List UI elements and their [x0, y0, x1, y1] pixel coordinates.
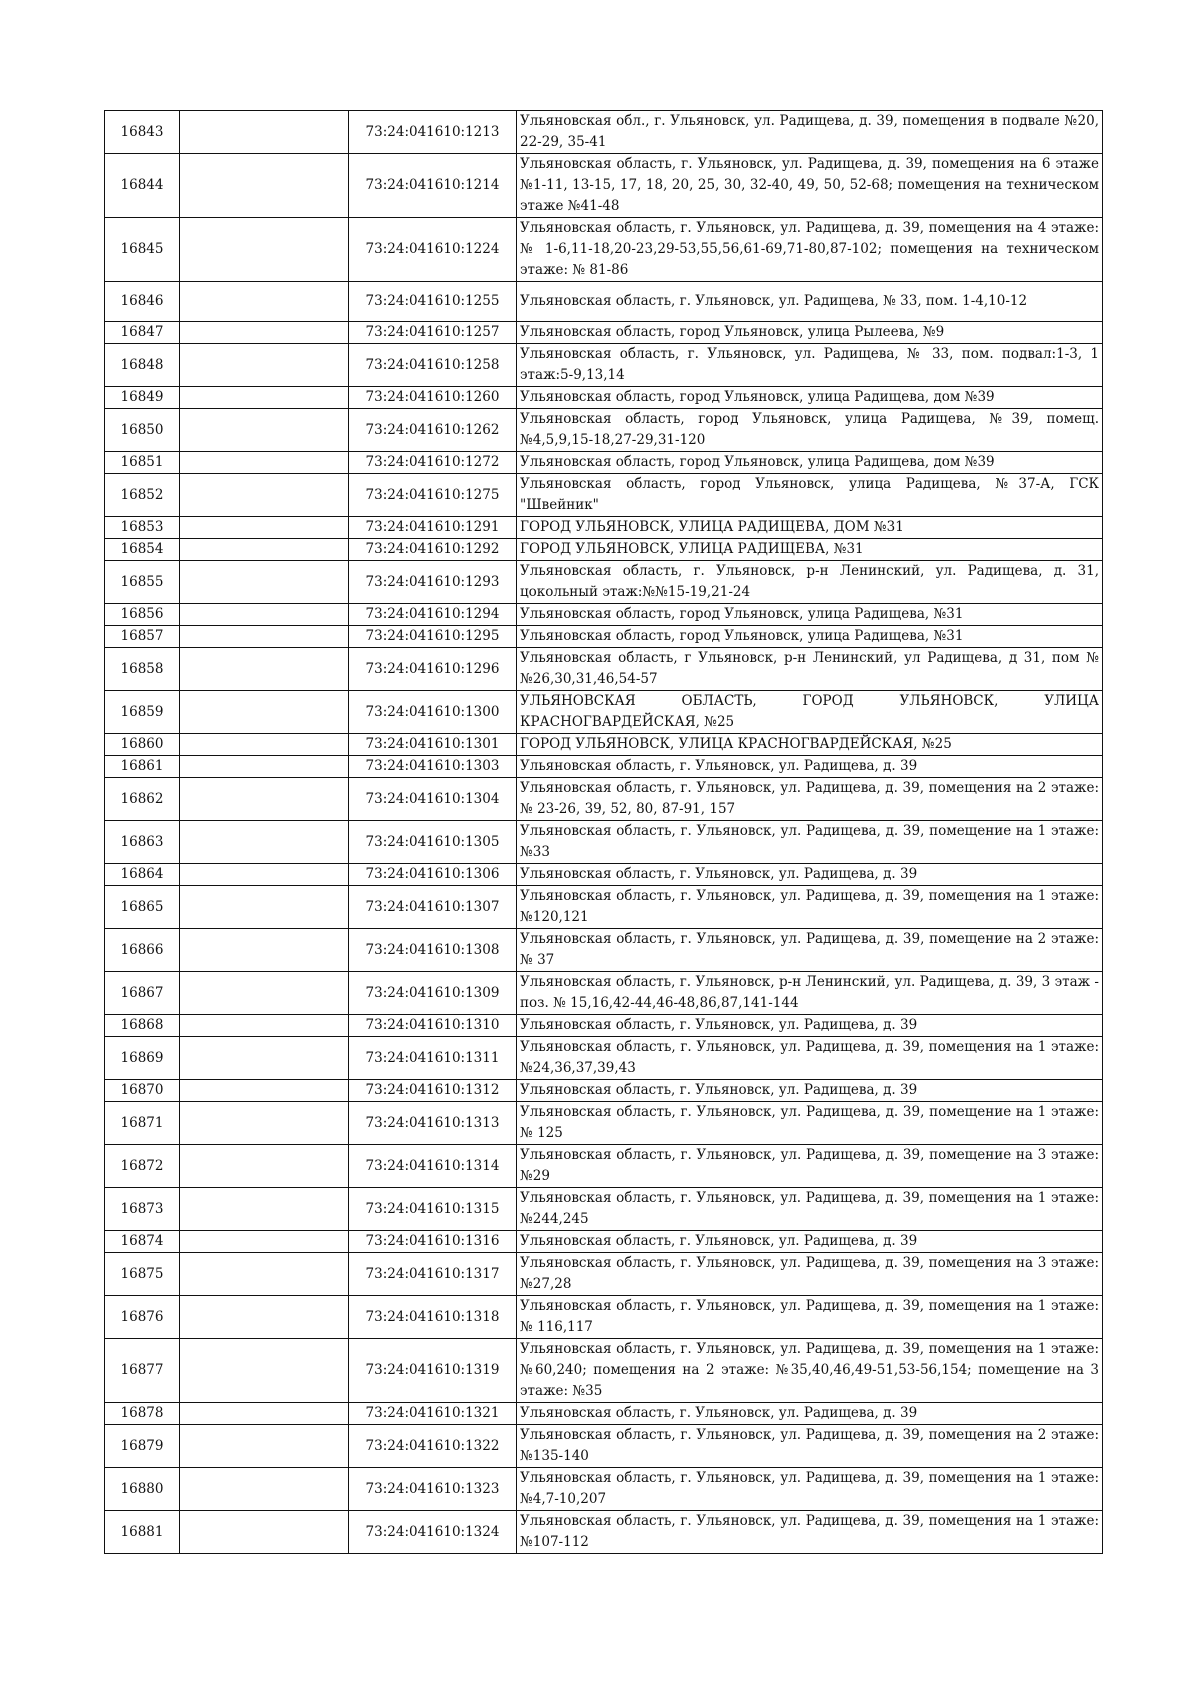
address-cell: Ульяновская область, г. Ульяновск, ул. Радищева, д. 39, помещение на 2 этаже: № 37 [517, 929, 1103, 972]
table-row [105, 1015, 1103, 1037]
table-row [105, 387, 1103, 409]
cadastral-number-cell: 73:24:041610:1310 [349, 1015, 517, 1037]
cadastral-number-cell: 73:24:041610:1304 [349, 778, 517, 821]
empty-cell [180, 648, 349, 691]
row-number-cell: 16860 [105, 734, 180, 756]
table-row [105, 322, 1103, 344]
empty-cell [180, 344, 349, 387]
table-row [105, 539, 1103, 561]
empty-cell [180, 282, 349, 322]
empty-cell [180, 111, 349, 154]
cadastral-number-cell: 73:24:041610:1312 [349, 1080, 517, 1102]
row-number-cell: 16865 [105, 886, 180, 929]
row-number-cell: 16845 [105, 218, 180, 282]
address-cell: Ульяновская область, город Ульяновск, улица Радищева, №31 [517, 604, 1103, 626]
cadastral-number-cell: 73:24:041610:1295 [349, 626, 517, 648]
address-cell: ГОРОД УЛЬЯНОВСК, УЛИЦА КРАСНОГВАРДЕЙСКАЯ, №25 [517, 734, 1103, 756]
address-cell: ГОРОД УЛЬЯНОВСК, УЛИЦА РАДИЩЕВА, ДОМ №31 [517, 517, 1103, 539]
address-cell: УЛЬЯНОВСКАЯ ОБЛАСТЬ, ГОРОД УЛЬЯНОВСК, УЛИЦА КРАСНОГВАРДЕЙСКАЯ, №25 [517, 691, 1103, 734]
cadastral-number-cell: 73:24:041610:1305 [349, 821, 517, 864]
row-number-cell: 16874 [105, 1231, 180, 1253]
table-row [105, 756, 1103, 778]
table-row [105, 111, 1103, 154]
empty-cell [180, 1468, 349, 1511]
empty-cell [180, 756, 349, 778]
empty-cell [180, 539, 349, 561]
row-number-cell: 16875 [105, 1253, 180, 1296]
row-number-cell: 16877 [105, 1339, 180, 1403]
row-number-cell: 16872 [105, 1145, 180, 1188]
cadastral-number-cell: 73:24:041610:1303 [349, 756, 517, 778]
cadastral-number-cell: 73:24:041610:1315 [349, 1188, 517, 1231]
empty-cell [180, 474, 349, 517]
address-cell: Ульяновская область, г. Ульяновск, ул. Радищева, д. 39, помещения на 4 этаже: № 1-6,11-18,20-23,29-53,55,56,61-69,71-80,87-102; помещения на техническом этаже: № 81-86 [517, 218, 1103, 282]
cadastral-number-cell: 73:24:041610:1323 [349, 1468, 517, 1511]
address-cell: Ульяновская область, г. Ульяновск, ул. Радищева, № 33, пом. 1-4,10-12 [517, 282, 1103, 322]
row-number-cell: 16858 [105, 648, 180, 691]
empty-cell [180, 691, 349, 734]
cadastral-number-cell: 73:24:041610:1321 [349, 1403, 517, 1425]
empty-cell [180, 561, 349, 604]
row-number-cell: 16859 [105, 691, 180, 734]
address-cell: Ульяновская обл., г. Ульяновск, ул. Радищева, д. 39, помещения в подвале №20, 22-29, 35-41 [517, 111, 1103, 154]
address-cell: Ульяновская область, г. Ульяновск, ул. Радищева, д. 39, помещения на 1 этаже: №120,121 [517, 886, 1103, 929]
table-row [105, 474, 1103, 517]
empty-cell [180, 1015, 349, 1037]
row-number-cell: 16846 [105, 282, 180, 322]
empty-cell [180, 886, 349, 929]
cadastral-number-cell: 73:24:041610:1300 [349, 691, 517, 734]
empty-cell [180, 972, 349, 1015]
empty-cell [180, 929, 349, 972]
cadastral-number-cell: 73:24:041610:1260 [349, 387, 517, 409]
table-row [105, 1253, 1103, 1296]
cadastral-number-cell: 73:24:041610:1318 [349, 1296, 517, 1339]
row-number-cell: 16881 [105, 1511, 180, 1554]
table-row [105, 218, 1103, 282]
cadastral-number-cell: 73:24:041610:1258 [349, 344, 517, 387]
address-cell: Ульяновская область, город Ульяновск, улица Радищева, №31 [517, 626, 1103, 648]
table-row [105, 1102, 1103, 1145]
empty-cell [180, 409, 349, 452]
row-number-cell: 16851 [105, 452, 180, 474]
cadastral-number-cell: 73:24:041610:1291 [349, 517, 517, 539]
table-row [105, 1511, 1103, 1554]
empty-cell [180, 1339, 349, 1403]
table-row [105, 626, 1103, 648]
row-number-cell: 16879 [105, 1425, 180, 1468]
row-number-cell: 16870 [105, 1080, 180, 1102]
address-cell: Ульяновская область, город Ульяновск, улица Радищева, дом №39 [517, 387, 1103, 409]
table-row [105, 972, 1103, 1015]
address-cell: Ульяновская область, г. Ульяновск, ул. Радищева, д. 39, помещение на 3 этаже: №29 [517, 1145, 1103, 1188]
row-number-cell: 16855 [105, 561, 180, 604]
table-row [105, 561, 1103, 604]
row-number-cell: 16867 [105, 972, 180, 1015]
cadastral-number-cell: 73:24:041610:1214 [349, 154, 517, 218]
address-cell: Ульяновская область, г. Ульяновск, ул. Радищева, д. 39, помещения на 1 этаже: №24,36,37,39,43 [517, 1037, 1103, 1080]
address-cell: Ульяновская область, г Ульяновск, р-н Ленинский, ул Радищева, д 31, пом №№26,30,31,46,54-57 [517, 648, 1103, 691]
table-row [105, 344, 1103, 387]
table-row [105, 1403, 1103, 1425]
address-cell: Ульяновская область, г. Ульяновск, ул. Радищева, д. 39 [517, 1231, 1103, 1253]
cadastral-number-cell: 73:24:041610:1317 [349, 1253, 517, 1296]
empty-cell [180, 1102, 349, 1145]
row-number-cell: 16868 [105, 1015, 180, 1037]
cadastral-number-cell: 73:24:041610:1257 [349, 322, 517, 344]
table-row [105, 1080, 1103, 1102]
table-row [105, 154, 1103, 218]
cadastral-number-cell: 73:24:041610:1307 [349, 886, 517, 929]
empty-cell [180, 218, 349, 282]
empty-cell [180, 1080, 349, 1102]
row-number-cell: 16869 [105, 1037, 180, 1080]
cadastral-number-cell: 73:24:041610:1296 [349, 648, 517, 691]
cadastral-number-cell: 73:24:041610:1301 [349, 734, 517, 756]
address-cell: Ульяновская область, г. Ульяновск, ул. Радищева, д. 39 [517, 864, 1103, 886]
address-cell: Ульяновская область, г. Ульяновск, ул. Радищева, д. 39, помещения на 1 этаже: № 116,117 [517, 1296, 1103, 1339]
cadastral-number-cell: 73:24:041610:1213 [349, 111, 517, 154]
cadastral-number-cell: 73:24:041610:1308 [349, 929, 517, 972]
row-number-cell: 16880 [105, 1468, 180, 1511]
table-row [105, 1425, 1103, 1468]
empty-cell [180, 1253, 349, 1296]
table-row [105, 1231, 1103, 1253]
address-cell: Ульяновская область, г. Ульяновск, ул. Радищева, д. 39 [517, 1080, 1103, 1102]
cadastral-number-cell: 73:24:041610:1313 [349, 1102, 517, 1145]
row-number-cell: 16857 [105, 626, 180, 648]
table-row [105, 929, 1103, 972]
empty-cell [180, 387, 349, 409]
row-number-cell: 16856 [105, 604, 180, 626]
empty-cell [180, 322, 349, 344]
address-cell: Ульяновская область, г. Ульяновск, ул. Радищева, д. 39, помещения на 3 этаже: №27,28 [517, 1253, 1103, 1296]
address-cell: Ульяновская область, г. Ульяновск, ул. Радищева, д. 39, помещения на 1 этаже: №107-112 [517, 1511, 1103, 1554]
empty-cell [180, 452, 349, 474]
empty-cell [180, 604, 349, 626]
table-row [105, 1468, 1103, 1511]
address-cell: Ульяновская область, г. Ульяновск, ул. Радищева, д. 39, помещения на 1 этаже: №244,245 [517, 1188, 1103, 1231]
empty-cell [180, 1231, 349, 1253]
row-number-cell: 16844 [105, 154, 180, 218]
address-cell: Ульяновская область, г. Ульяновск, ул. Радищева, д. 39, помещения на 2 этаже: №135-140 [517, 1425, 1103, 1468]
cadastral-number-cell: 73:24:041610:1324 [349, 1511, 517, 1554]
row-number-cell: 16853 [105, 517, 180, 539]
row-number-cell: 16852 [105, 474, 180, 517]
row-number-cell: 16863 [105, 821, 180, 864]
row-number-cell: 16871 [105, 1102, 180, 1145]
address-cell: Ульяновская область, город Ульяновск, улица Рылеева, №9 [517, 322, 1103, 344]
empty-cell [180, 1296, 349, 1339]
row-number-cell: 16843 [105, 111, 180, 154]
row-number-cell: 16861 [105, 756, 180, 778]
cadastral-number-cell: 73:24:041610:1314 [349, 1145, 517, 1188]
row-number-cell: 16873 [105, 1188, 180, 1231]
table-row [105, 734, 1103, 756]
empty-cell [180, 1188, 349, 1231]
empty-cell [180, 626, 349, 648]
cadastral-number-cell: 73:24:041610:1255 [349, 282, 517, 322]
empty-cell [180, 821, 349, 864]
table-row [105, 452, 1103, 474]
row-number-cell: 16862 [105, 778, 180, 821]
table-row [105, 821, 1103, 864]
table-row [105, 691, 1103, 734]
address-cell: Ульяновская область, г. Ульяновск, р-н Ленинский, ул. Радищева, д. 31, цокольный этаж:№№15-19,21-24 [517, 561, 1103, 604]
address-cell: Ульяновская область, город Ульяновск, улица Радищева, дом №39 [517, 452, 1103, 474]
cadastral-number-cell: 73:24:041610:1272 [349, 452, 517, 474]
cadastral-number-cell: 73:24:041610:1275 [349, 474, 517, 517]
address-cell: Ульяновская область, г. Ульяновск, ул. Радищева, д. 39 [517, 1015, 1103, 1037]
table-row [105, 517, 1103, 539]
address-cell: Ульяновская область, г. Ульяновск, ул. Радищева, д. 39, помещения на 6 этаже №1-11, 13-15, 17, 18, 20, 25, 30, 32-40, 49, 50, 52-68; помещения на техническом этаже №41-48 [517, 154, 1103, 218]
table-row [105, 604, 1103, 626]
row-number-cell: 16878 [105, 1403, 180, 1425]
property-register-table [104, 110, 1103, 1554]
cadastral-number-cell: 73:24:041610:1316 [349, 1231, 517, 1253]
empty-cell [180, 517, 349, 539]
row-number-cell: 16866 [105, 929, 180, 972]
row-number-cell: 16854 [105, 539, 180, 561]
address-cell: Ульяновская область, г. Ульяновск, ул. Радищева, д. 39, помещение на 1 этаже: №33 [517, 821, 1103, 864]
empty-cell [180, 864, 349, 886]
address-cell: Ульяновская область, город Ульяновск, улица Радищева, №39, помещ. №4,5,9,15-18,27-29,31-120 [517, 409, 1103, 452]
row-number-cell: 16864 [105, 864, 180, 886]
address-cell: Ульяновская область, город Ульяновск, улица Радищева, №37-А, ГСК "Швейник" [517, 474, 1103, 517]
table-row [105, 648, 1103, 691]
address-cell: Ульяновская область, г. Ульяновск, ул. Радищева, д. 39, помещения на 2 этаже: № 23-26, 39, 52, 80, 87-91, 157 [517, 778, 1103, 821]
address-cell: ГОРОД УЛЬЯНОВСК, УЛИЦА РАДИЩЕВА, №31 [517, 539, 1103, 561]
table-row [105, 1037, 1103, 1080]
cadastral-number-cell: 73:24:041610:1319 [349, 1339, 517, 1403]
empty-cell [180, 778, 349, 821]
address-cell: Ульяновская область, г. Ульяновск, ул. Радищева, д. 39 [517, 1403, 1103, 1425]
table-row [105, 864, 1103, 886]
cadastral-number-cell: 73:24:041610:1224 [349, 218, 517, 282]
row-number-cell: 16850 [105, 409, 180, 452]
empty-cell [180, 1511, 349, 1554]
cadastral-number-cell: 73:24:041610:1292 [349, 539, 517, 561]
cadastral-number-cell: 73:24:041610:1311 [349, 1037, 517, 1080]
cadastral-number-cell: 73:24:041610:1306 [349, 864, 517, 886]
empty-cell [180, 1145, 349, 1188]
table-row [105, 886, 1103, 929]
address-cell: Ульяновская область, г. Ульяновск, ул. Радищева, д. 39, помещения на 1 этаже: №4,7-10,207 [517, 1468, 1103, 1511]
table-row [105, 282, 1103, 322]
row-number-cell: 16847 [105, 322, 180, 344]
table-row [105, 1296, 1103, 1339]
empty-cell [180, 1037, 349, 1080]
address-cell: Ульяновская область, г. Ульяновск, р-н Ленинский, ул. Радищева, д. 39, 3 этаж - поз. № 15,16,42-44,46-48,86,87,141-144 [517, 972, 1103, 1015]
cadastral-number-cell: 73:24:041610:1294 [349, 604, 517, 626]
table-row [105, 1145, 1103, 1188]
row-number-cell: 16876 [105, 1296, 180, 1339]
table-row [105, 1188, 1103, 1231]
address-cell: Ульяновская область, г. Ульяновск, ул. Радищева, д. 39, помещения на 1 этаже: №60,240; помещения на 2 этаже: №35,40,46,49-51,53-56,154; помещение на 3 этаже: №35 [517, 1339, 1103, 1403]
empty-cell [180, 154, 349, 218]
address-cell: Ульяновская область, г. Ульяновск, ул. Радищева, № 33, пом. подвал:1-3, 1 этаж:5-9,13,14 [517, 344, 1103, 387]
cadastral-number-cell: 73:24:041610:1309 [349, 972, 517, 1015]
table-row [105, 1339, 1103, 1403]
address-cell: Ульяновская область, г. Ульяновск, ул. Радищева, д. 39 [517, 756, 1103, 778]
row-number-cell: 16848 [105, 344, 180, 387]
cadastral-number-cell: 73:24:041610:1322 [349, 1425, 517, 1468]
empty-cell [180, 1403, 349, 1425]
address-cell: Ульяновская область, г. Ульяновск, ул. Радищева, д. 39, помещение на 1 этаже: № 125 [517, 1102, 1103, 1145]
table-row [105, 778, 1103, 821]
empty-cell [180, 1425, 349, 1468]
cadastral-number-cell: 73:24:041610:1293 [349, 561, 517, 604]
table-row [105, 409, 1103, 452]
empty-cell [180, 734, 349, 756]
register-table-body [105, 111, 1103, 1554]
cadastral-number-cell: 73:24:041610:1262 [349, 409, 517, 452]
row-number-cell: 16849 [105, 387, 180, 409]
